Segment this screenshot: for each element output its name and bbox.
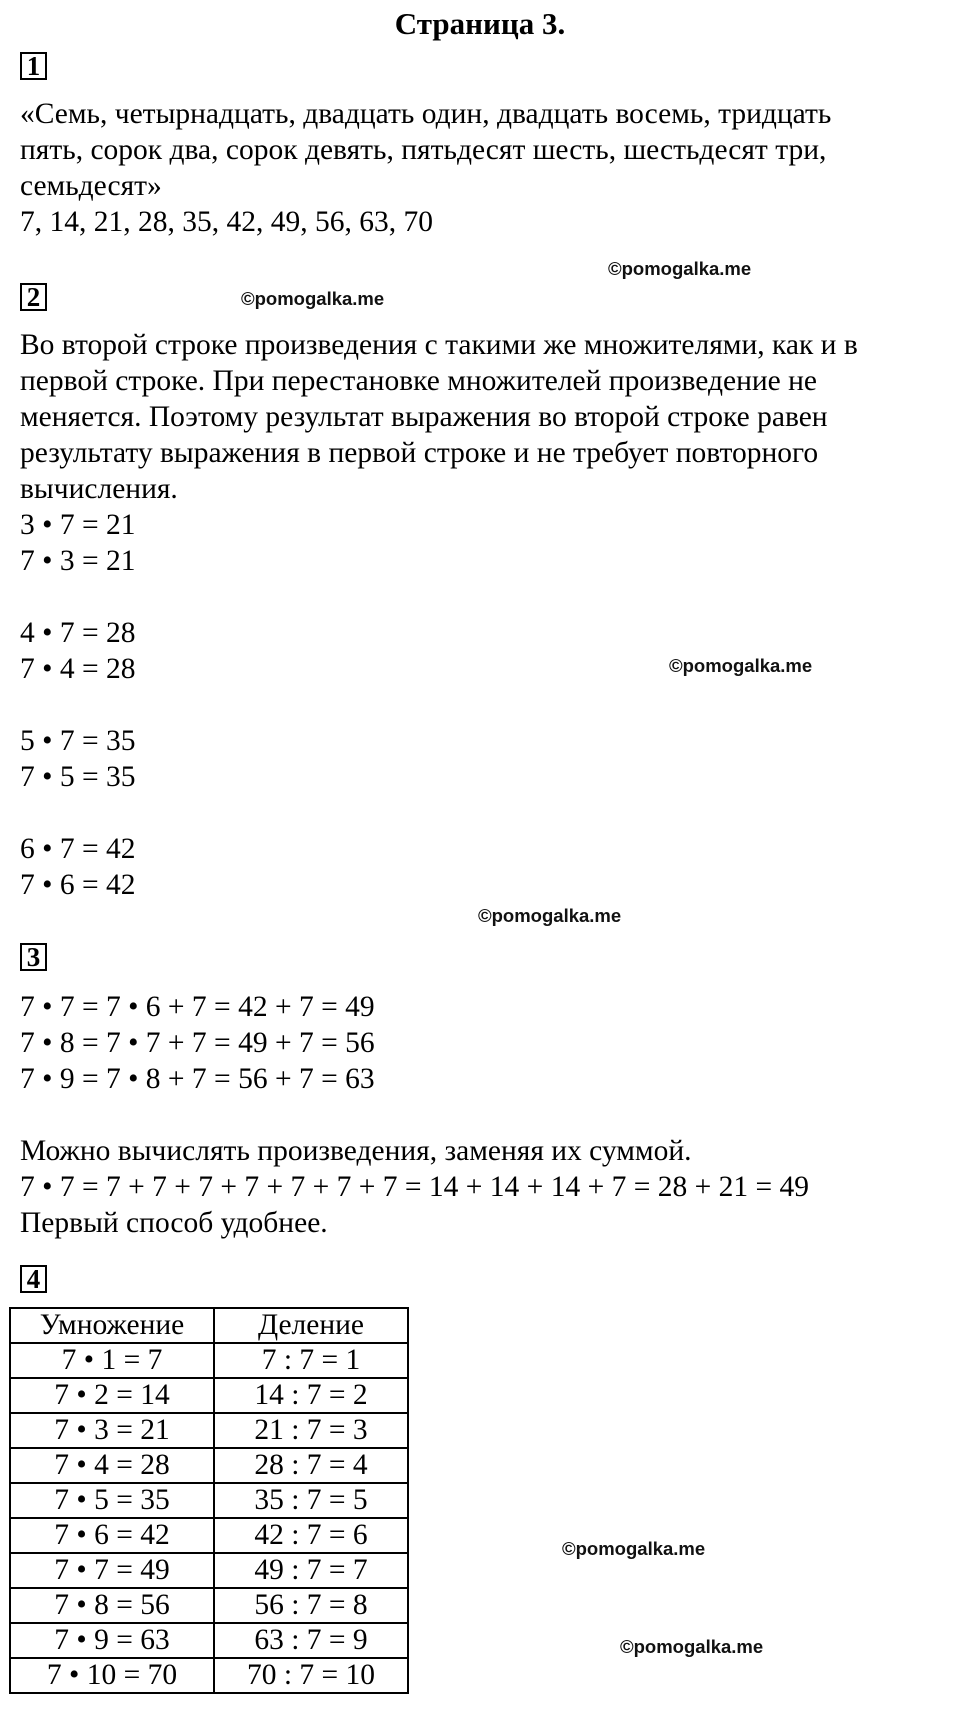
- division-cell: 56 : 7 = 8: [214, 1588, 408, 1623]
- task-1-line: «Семь, четырнадцать, двадцать один, двадцать восемь, тридцать: [20, 98, 832, 130]
- page-title: Страница 3.: [394, 6, 566, 41]
- task-1-line: 7, 14, 21, 28, 35, 42, 49, 56, 63, 70: [20, 206, 433, 238]
- division-cell: 14 : 7 = 2: [214, 1378, 408, 1413]
- task-number-2: 2: [20, 283, 47, 311]
- equation: 7 • 6 = 42: [20, 869, 136, 901]
- multiplication-cell: 7 • 9 = 63: [10, 1623, 214, 1658]
- equation: 7 • 7 = 7 • 6 + 7 = 42 + 7 = 49: [20, 991, 375, 1023]
- table-row: [10, 1448, 408, 1483]
- table-row: [10, 1658, 408, 1693]
- equation: 4 • 7 = 28: [20, 617, 136, 649]
- multiplication-cell: 7 • 7 = 49: [10, 1553, 214, 1588]
- multiplication-division-table: [9, 1307, 409, 1694]
- task-2-line: Во второй строке произведения с такими же множителями, как и в: [20, 329, 858, 361]
- watermark: ©pomogalka.me: [620, 1636, 764, 1657]
- division-cell: 35 : 7 = 5: [214, 1483, 408, 1518]
- equation: 7 • 7 = 7 + 7 + 7 + 7 + 7 + 7 + 7 = 14 + 14 + 14 + 7 = 28 + 21 = 49: [20, 1171, 809, 1203]
- table-row: [10, 1588, 408, 1623]
- column-header: Умножение: [10, 1308, 214, 1343]
- multiplication-cell: 7 • 2 = 14: [10, 1378, 214, 1413]
- multiplication-cell: 7 • 8 = 56: [10, 1588, 214, 1623]
- task-2-line: меняется. Поэтому результат выражения во второй строке равен: [20, 401, 828, 433]
- division-cell: 70 : 7 = 10: [214, 1658, 408, 1693]
- table-header-row: [10, 1308, 408, 1343]
- multiplication-cell: 7 • 5 = 35: [10, 1483, 214, 1518]
- equation: 5 • 7 = 35: [20, 725, 136, 757]
- task-3-line: Можно вычислять произведения, заменяя их суммой.: [20, 1135, 692, 1167]
- table-row: [10, 1343, 408, 1378]
- division-cell: 21 : 7 = 3: [214, 1413, 408, 1448]
- watermark: ©pomogalka.me: [241, 288, 385, 309]
- division-cell: 49 : 7 = 7: [214, 1553, 408, 1588]
- multiplication-cell: 7 • 6 = 42: [10, 1518, 214, 1553]
- division-cell: 42 : 7 = 6: [214, 1518, 408, 1553]
- equation: 3 • 7 = 21: [20, 509, 136, 541]
- watermark: ©pomogalka.me: [608, 258, 752, 279]
- watermark: ©pomogalka.me: [478, 905, 622, 926]
- table-row: [10, 1518, 408, 1553]
- division-cell: 7 : 7 = 1: [214, 1343, 408, 1378]
- multiplication-cell: 7 • 1 = 7: [10, 1343, 214, 1378]
- multiplication-cell: 7 • 3 = 21: [10, 1413, 214, 1448]
- multiplication-cell: 7 • 10 = 70: [10, 1658, 214, 1693]
- division-cell: 63 : 7 = 9: [214, 1623, 408, 1658]
- task-number-4: 4: [20, 1265, 47, 1293]
- watermark: ©pomogalka.me: [562, 1538, 706, 1559]
- task-2-line: результату выражения в первой строке и не требует повторного: [20, 437, 819, 469]
- equation: 7 • 5 = 35: [20, 761, 136, 793]
- task-1-line: пять, сорок два, сорок девять, пятьдесят шесть, шестьдесят три,: [20, 134, 827, 166]
- multiplication-cell: 7 • 4 = 28: [10, 1448, 214, 1483]
- equation: 7 • 4 = 28: [20, 653, 136, 685]
- task-number-1: 1: [20, 52, 47, 80]
- table-row: [10, 1623, 408, 1658]
- table-row: [10, 1413, 408, 1448]
- equation: 7 • 8 = 7 • 7 + 7 = 49 + 7 = 56: [20, 1027, 375, 1059]
- watermark: ©pomogalka.me: [669, 655, 813, 676]
- task-2-line: вычисления.: [20, 473, 178, 505]
- column-header: Деление: [214, 1308, 408, 1343]
- table-row: [10, 1553, 408, 1588]
- table-row: [10, 1483, 408, 1518]
- task-number-3: 3: [20, 943, 47, 971]
- task-3-line: Первый способ удобнее.: [20, 1207, 328, 1239]
- equation: 7 • 3 = 21: [20, 545, 136, 577]
- table-row: [10, 1378, 408, 1413]
- task-2-line: первой строке. При перестановке множителей произведение не: [20, 365, 818, 397]
- equation: 7 • 9 = 7 • 8 + 7 = 56 + 7 = 63: [20, 1063, 375, 1095]
- task-1-line: семьдесят»: [20, 170, 162, 202]
- equation: 6 • 7 = 42: [20, 833, 136, 865]
- division-cell: 28 : 7 = 4: [214, 1448, 408, 1483]
